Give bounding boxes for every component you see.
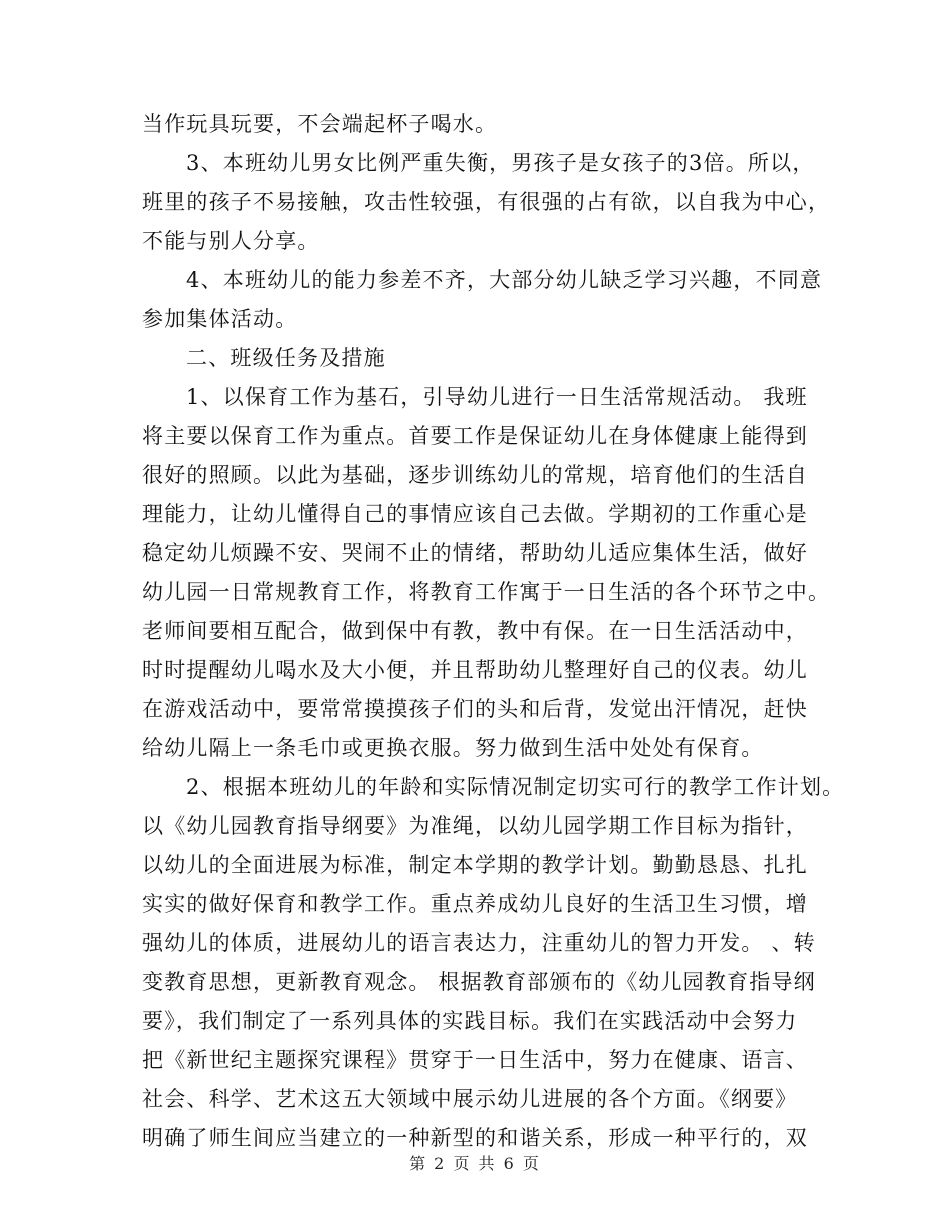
text-line: 明确了师生间应当建立的一种新型的和谐关系，形成一种平行的，双 (142, 1126, 808, 1150)
text-line: 4、本班幼儿的能力参差不齐，大部分幼儿缺乏学习兴趣，不同意 (186, 268, 823, 292)
text-line: 社会、科学、艺术这五大领域中展示幼儿进展的各个方面。《纲要》 (142, 1087, 798, 1111)
text-line: 以幼儿的全面进展为标准，制定本学期的教学计划。勤勤恳恳、扎扎 (142, 853, 808, 877)
text-line: 要》，我们制定了一系列具体的实践目标。我们在实践活动中会努力 (142, 1009, 798, 1033)
text-line: 老师间要相互配合，做到保中有教，教中有保。在一日生活活动中， (142, 619, 808, 643)
text-line: 幼儿园一日常规教育工作，将教育工作寓于一日生活的各个环节之中。 (142, 580, 831, 604)
text-line: 将主要以保育工作为重点。首要工作是保证幼儿在身体健康上能得到 (142, 424, 808, 448)
text-line: 不能与别人分享。 (142, 229, 320, 253)
text-line: 变教育思想，更新教育观念。 根据教育部颁布的《幼儿园教育指导纲 (142, 970, 816, 994)
text-line: 强幼儿的体质，进展幼儿的语言表达力，注重幼儿的智力开发。 、转 (142, 931, 816, 955)
text-line: 理能力，让幼儿懂得自己的事情应该自己去做。学期初的工作重心是 (142, 502, 808, 526)
text-line: 2、根据本班幼儿的年龄和实际情况制定切实可行的教学工作计划。 (186, 775, 845, 799)
text-line: 给幼儿隔上一条毛巾或更换衣服。努力做到生活中处处有保育。 (142, 736, 764, 760)
page-number-footer: 第 2 页 共 6 页 (409, 1154, 541, 1173)
text-line: 当作玩具玩要，不会端起杯子喝水。 (142, 112, 498, 136)
section-heading: 二、班级任务及措施 (186, 346, 386, 370)
text-line: 很好的照顾。以此为基础，逐步训练幼儿的常规，培育他们的生活自 (142, 463, 808, 487)
text-line: 稳定幼儿烦躁不安、哭闹不止的情绪，帮助幼儿适应集体生活，做好 (142, 541, 808, 565)
text-line: 时时提醒幼儿喝水及大小便，并且帮助幼儿整理好自己的仪表。幼儿 (142, 658, 808, 682)
document-body (142, 105, 862, 1158)
text-line: 班里的孩子不易接触，攻击性较强，有很强的占有欲，以自我为中心， (142, 190, 831, 214)
text-line: 实实的做好保育和教学工作。重点养成幼儿良好的生活卫生习惯，增 (142, 892, 808, 916)
text-line: 3、本班幼儿男女比例严重失衡，男孩子是女孩子的3倍。所以， (186, 151, 815, 175)
text-line: 参加集体活动。 (142, 307, 298, 331)
text-line: 把《新世纪主题探究课程》贯穿于一日生活中，努力在健康、语言、 (142, 1048, 808, 1072)
text-line: 在游戏活动中，要常常摸摸孩子们的头和后背，发觉出汗情况，赶快 (142, 697, 808, 721)
text-line: 以《幼儿园教育指导纲要》为准绳，以幼儿园学期工作目标为指针， (142, 814, 808, 838)
text-line: 1、以保育工作为基石，引导幼儿进行一日生活常规活动。 我班 (186, 385, 808, 409)
